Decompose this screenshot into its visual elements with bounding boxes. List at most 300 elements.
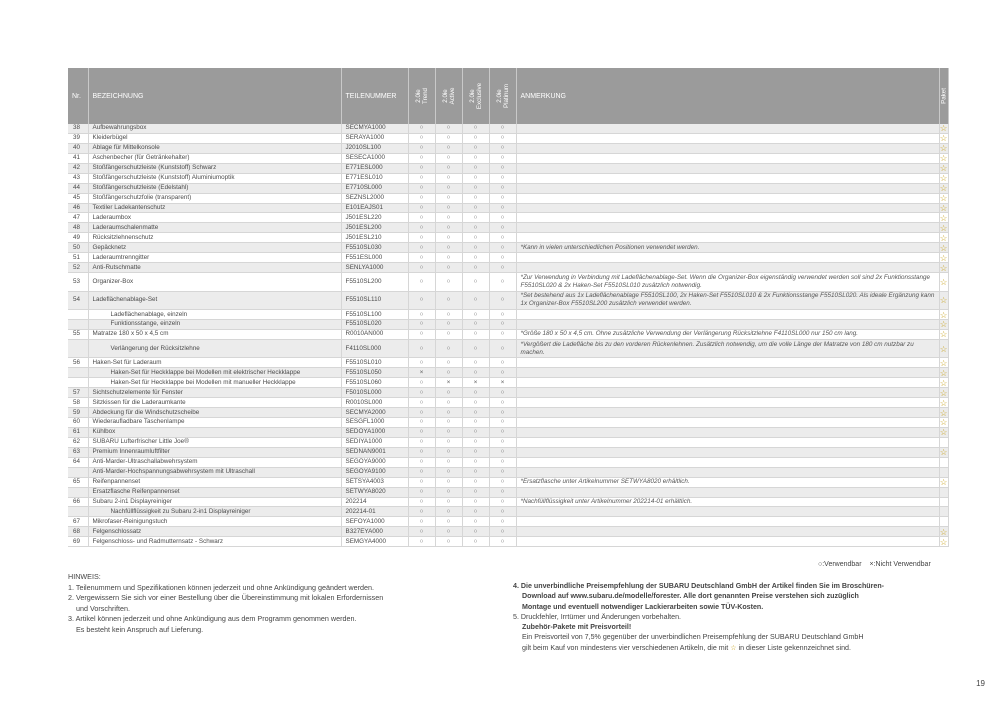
row-anmerkung [516,418,939,428]
row-anmerkung: *Vergößert die Ladefläche bis zu den vorderen Rückenlehnen. Zusätzlich notwendig, um die volle Länge der Matratze von 180 cm nutzbar zu machen. [516,339,939,358]
row-bezeichnung: Stoßfängerschutzfolie (transparent) [88,193,341,203]
row-number: 47 [68,213,88,223]
row-number [68,378,88,388]
paket-star-icon: ☆ [939,526,948,537]
row-platinum-mark: ○ [489,291,516,310]
row-exclusive-mark: ○ [462,339,489,358]
row-number: 52 [68,263,88,273]
row-anmerkung: *Ersatzflasche unter Artikelnummer SETWYA8020 erhältlich. [516,477,939,487]
row-platinum-mark: × [489,378,516,388]
row-exclusive-mark: ○ [462,329,489,339]
row-number: 45 [68,193,88,203]
row-bezeichnung: Ladeflächenablage, einzeln [88,310,341,320]
paket-star-icon: ☆ [939,262,948,273]
legend [818,561,937,568]
row-exclusive-mark: ○ [462,320,489,330]
row-trend-mark: ○ [408,537,435,547]
row-anmerkung [516,507,939,517]
paket-star-icon: ☆ [939,153,948,164]
note-5: 5. Druckfehler, Irrtümer und Änderungen vorbehalten. [513,612,681,621]
row-anmerkung [516,263,939,273]
hinweis-notes [68,572,488,636]
row-trend-mark: ○ [408,477,435,487]
row-platinum-mark: ○ [489,487,516,497]
row-anmerkung [516,253,939,263]
row-trend-mark: ○ [408,418,435,428]
row-anmerkung [516,487,939,497]
row-exclusive-mark: ○ [462,507,489,517]
table-row [68,487,948,497]
paket-star-icon: ☆ [939,329,948,340]
row-trend-mark: ○ [408,263,435,273]
row-number [68,487,88,497]
row-anmerkung [516,163,939,173]
row-number: 58 [68,398,88,408]
row-anmerkung [516,447,939,457]
row-teilenummer: SERAYA1000 [341,133,408,143]
row-active-mark: ○ [435,388,462,398]
row-teilenummer: J501ESL220 [341,213,408,223]
row-bezeichnung: Sichtschutzelemente für Fenster [88,388,341,398]
row-number: 39 [68,133,88,143]
row-platinum-mark: ○ [489,320,516,330]
table-row [68,143,948,153]
row-teilenummer: R0010AN000 [341,329,408,339]
row-platinum-mark: ○ [489,183,516,193]
row-trend-mark: ○ [408,213,435,223]
row-number [68,310,88,320]
row-trend-mark: ○ [408,273,435,292]
row-number: 65 [68,477,88,487]
row-platinum-mark: ○ [489,133,516,143]
header-anmerkung: ANMERKUNG [516,68,939,124]
row-number: 46 [68,203,88,213]
legend-unavailable: ×:Nicht Verwendbar [869,561,931,568]
row-number: 48 [68,223,88,233]
paket-star-icon [939,497,948,507]
row-bezeichnung: Matratze 180 x 50 x 4,5 cm [88,329,341,339]
row-bezeichnung: Stoßfängerschutzleiste (Kunststoff) Aluminiumoptik [88,173,341,183]
row-anmerkung [516,193,939,203]
row-anmerkung [516,320,939,330]
row-active-mark: ○ [435,457,462,467]
paket-star-icon: ☆ [939,319,948,330]
row-anmerkung [516,124,939,133]
row-anmerkung [516,427,939,437]
row-anmerkung [516,398,939,408]
star-icon: ☆ [730,643,737,652]
row-teilenummer: SEDNAN9001 [341,447,408,457]
row-bezeichnung: Nachfüllflüssigkeit zu Subaru 2-in1 Displayreiniger [88,507,341,517]
table-row [68,497,948,507]
row-teilenummer: E101EAJS01 [341,203,408,213]
note-4: 4. Die unverbindliche Preisempfehlung der SUBARU Deutschland GmbH der Artikel finden Sie im Broschüren- [513,582,885,590]
row-platinum-mark: ○ [489,163,516,173]
row-trend-mark: ○ [408,358,435,368]
row-anmerkung [516,223,939,233]
row-exclusive-mark: ○ [462,368,489,378]
paket-star-icon [939,457,948,467]
notes-heading: HINWEIS: [68,572,101,581]
row-number: 62 [68,437,88,447]
row-anmerkung [516,517,939,527]
row-exclusive-mark: ○ [462,183,489,193]
table-row [68,368,948,378]
table-row [68,537,948,547]
paket-star-icon [939,507,948,517]
row-teilenummer: F5510SL110 [341,291,408,310]
table-row [68,437,948,447]
row-exclusive-mark: ○ [462,447,489,457]
row-platinum-mark: ○ [489,388,516,398]
row-platinum-mark: ○ [489,124,516,133]
row-number: 56 [68,358,88,368]
row-bezeichnung: Haken-Set für Heckklappe bei Modellen mit elektrischer Heckklappe [88,368,341,378]
row-bezeichnung: Sitzkissen für die Laderaumkante [88,398,341,408]
paket-star-icon: ☆ [939,203,948,213]
paket-star-icon: ☆ [939,309,948,320]
row-trend-mark: ○ [408,153,435,163]
row-active-mark: ○ [435,507,462,517]
table-header [68,68,948,124]
row-number [68,507,88,517]
row-active-mark: ○ [435,398,462,408]
row-active-mark: ○ [435,339,462,358]
row-platinum-mark: ○ [489,203,516,213]
row-platinum-mark: ○ [489,153,516,163]
row-teilenummer: 202214-01 [341,507,408,517]
row-active-mark: ○ [435,418,462,428]
row-bezeichnung: Rücksitzlehnenschutz [88,233,341,243]
row-number: 68 [68,527,88,537]
row-bezeichnung: Abdeckung für die Windschutzscheibe [88,408,341,418]
row-platinum-mark: ○ [489,223,516,233]
row-bezeichnung: Subaru 2-in1 Displayreiniger [88,497,341,507]
package-line-1: Ein Preisvorteil von 7,5% gegenüber der unverbindlichen Preisempfehlung der SUBARU Deutschland GmbH [522,633,864,642]
table-row [68,124,948,133]
row-anmerkung [516,457,939,467]
row-number: 66 [68,497,88,507]
row-active-mark: ○ [435,527,462,537]
row-trend-mark: ○ [408,447,435,457]
row-anmerkung [516,203,939,213]
row-exclusive-mark: ○ [462,310,489,320]
row-trend-mark: ○ [408,203,435,213]
row-anmerkung [516,358,939,368]
row-teilenummer: SENLYA1000 [341,263,408,273]
paket-star-icon: ☆ [939,397,948,408]
row-platinum-mark: ○ [489,418,516,428]
row-bezeichnung: Anti-Marder-Ultraschallabwehrsystem [88,457,341,467]
table-row [68,398,948,408]
table-row [68,291,948,310]
row-active-mark: ○ [435,233,462,243]
table-row [68,153,948,163]
row-anmerkung [516,368,939,378]
row-bezeichnung: Felgenschloss- und Radmutternsatz - Schwarz [88,537,341,547]
row-trend-mark: ○ [408,527,435,537]
row-platinum-mark: ○ [489,398,516,408]
row-anmerkung: *Kann in vielen unterschiedlichen Positionen verwendet werden. [516,243,939,253]
row-bezeichnung: Mikrofaser-Reinigungstuch [88,517,341,527]
table-row [68,507,948,517]
row-exclusive-mark: ○ [462,143,489,153]
paket-star-icon: ☆ [939,273,948,292]
row-exclusive-mark: ○ [462,477,489,487]
row-active-mark: ○ [435,408,462,418]
paket-star-icon [939,467,948,477]
row-platinum-mark: ○ [489,507,516,517]
row-trend-mark: ○ [408,467,435,477]
row-number [68,339,88,358]
row-exclusive-mark: ○ [462,263,489,273]
row-active-mark: ○ [435,291,462,310]
row-active-mark: ○ [435,537,462,547]
row-trend-mark: ○ [408,193,435,203]
row-anmerkung [516,213,939,223]
paket-star-icon: ☆ [939,427,948,438]
row-trend-mark: ○ [408,487,435,497]
table-row [68,447,948,457]
row-platinum-mark: ○ [489,427,516,437]
row-trend-mark: ○ [408,291,435,310]
row-bezeichnung: SUBARU Lufterfrischer Little Joe® [88,437,341,447]
row-platinum-mark: ○ [489,339,516,358]
row-platinum-mark: ○ [489,497,516,507]
table-row [68,133,948,143]
table-row [68,310,948,320]
header-active: 2.0ie Active [435,68,462,124]
row-bezeichnung: Stoßfängerschutzleiste (Edelstahl) [88,183,341,193]
row-number: 53 [68,273,88,292]
row-active-mark: ○ [435,183,462,193]
row-anmerkung [516,183,939,193]
row-platinum-mark: ○ [489,517,516,527]
row-number: 57 [68,388,88,398]
row-exclusive-mark: ○ [462,133,489,143]
row-number: 55 [68,329,88,339]
row-trend-mark: ○ [408,457,435,467]
row-teilenummer: SESGFL1000 [341,418,408,428]
row-number [68,368,88,378]
row-trend-mark: ○ [408,329,435,339]
row-exclusive-mark: ○ [462,437,489,447]
row-anmerkung [516,153,939,163]
row-active-mark: ○ [435,497,462,507]
row-trend-mark: ○ [408,320,435,330]
row-anmerkung [516,537,939,547]
note-4-cont1: Download auf www.subaru.de/modelle/forester. Alle dort genannten Preise verstehen sich zuzüglich [522,592,859,601]
header-bezeichnung: BEZEICHNUNG [88,68,341,124]
paket-star-icon: ☆ [939,536,948,547]
row-exclusive-mark: ○ [462,223,489,233]
header-paket: Paket [939,68,948,124]
row-exclusive-mark: ○ [462,203,489,213]
header-teilenummer: TEILENUMMER [341,68,408,124]
table-row [68,163,948,173]
row-teilenummer: F551ESL000 [341,253,408,263]
row-teilenummer: 202214 [341,497,408,507]
table-row [68,477,948,487]
paket-star-icon: ☆ [939,291,948,310]
row-exclusive-mark: ○ [462,467,489,477]
row-exclusive-mark: ○ [462,124,489,133]
row-bezeichnung: Haken-Set für Heckklappe bei Modellen mit manueller Heckklappe [88,378,341,388]
row-active-mark: ○ [435,253,462,263]
row-active-mark: ○ [435,447,462,457]
row-platinum-mark: ○ [489,408,516,418]
row-trend-mark: ○ [408,378,435,388]
row-active-mark: ○ [435,243,462,253]
row-number: 38 [68,124,88,133]
table-row [68,527,948,537]
paket-star-icon: ☆ [939,143,948,154]
row-number: 69 [68,537,88,547]
row-trend-mark: ○ [408,223,435,233]
row-bezeichnung: Felgenschlossatz [88,527,341,537]
row-bezeichnung: Reifenpannenset [88,477,341,487]
row-anmerkung [516,408,939,418]
row-number: 42 [68,163,88,173]
row-trend-mark: ○ [408,173,435,183]
row-trend-mark: × [408,368,435,378]
row-anmerkung [516,173,939,183]
row-teilenummer: SEMGYA4000 [341,537,408,547]
row-platinum-mark: ○ [489,273,516,292]
row-platinum-mark: ○ [489,213,516,223]
row-teilenummer: F5510SL010 [341,358,408,368]
table-row [68,273,948,292]
row-active-mark: ○ [435,263,462,273]
header-nr: Nr. [68,68,88,124]
row-platinum-mark: ○ [489,358,516,368]
table-row [68,193,948,203]
row-trend-mark: ○ [408,339,435,358]
table-row [68,517,948,527]
paket-star-icon: ☆ [939,163,948,174]
row-anmerkung: *Zur Verwendung in Verbindung mit Ladeflächenablage-Set. Wenn die Organizer-Box eigenständig verwendet werden soll sind 2x Funktionsstange F5510SL020 & 2x Haken-Set F5510SL010 zusätzlich notwendig. [516,273,939,292]
table-row [68,418,948,428]
legend-available: ○:Verwendbar [818,561,862,568]
row-anmerkung: *Größe 180 x 50 x 4,5 cm. Ohne zusätzliche Verwendung der Verlängerung Rücksitzlehne F4110SL000 nur 150 cm lang. [516,329,939,339]
header-platinum: 2.0ie Platinum [489,68,516,124]
paket-star-icon: ☆ [939,222,948,233]
row-platinum-mark: ○ [489,477,516,487]
row-platinum-mark: ○ [489,467,516,477]
note-1: 1. Teilenummern und Spezifikationen können jederzeit und ohne Ankündigung geändert werden. [68,582,374,592]
row-teilenummer: SETWYA8020 [341,487,408,497]
table-row [68,329,948,339]
paket-star-icon: ☆ [939,183,948,194]
row-exclusive-mark: ○ [462,388,489,398]
row-exclusive-mark: ○ [462,233,489,243]
row-bezeichnung: Organizer-Box [88,273,341,292]
row-anmerkung [516,388,939,398]
table-row [68,263,948,273]
row-platinum-mark: ○ [489,527,516,537]
row-number: 64 [68,457,88,467]
row-platinum-mark: ○ [489,243,516,253]
row-teilenummer: E771ESL000 [341,163,408,173]
row-active-mark: ○ [435,368,462,378]
note-3: 3. Artikel können jederzeit und ohne Ankündigung aus dem Programm genommen werden. [68,614,357,624]
row-trend-mark: ○ [408,437,435,447]
row-platinum-mark: ○ [489,263,516,273]
paket-star-icon: ☆ [939,193,948,203]
row-exclusive-mark: ○ [462,243,489,253]
row-teilenummer: F5510SL020 [341,320,408,330]
row-anmerkung [516,467,939,477]
row-anmerkung: *Nachfüllflüssigkeit unter Artikelnummer 202214-01 erhältlich. [516,497,939,507]
row-platinum-mark: ○ [489,368,516,378]
table-row [68,339,948,358]
table-row [68,243,948,253]
row-platinum-mark: ○ [489,329,516,339]
package-line-2: gilt beim Kauf von mindestens vier verschiedenen Artikeln, die mit ☆ in dieser Liste gekennzeichnet sind. [522,643,851,652]
row-teilenummer: J2010SL100 [341,143,408,153]
row-exclusive-mark: ○ [462,291,489,310]
row-active-mark: ○ [435,310,462,320]
row-anmerkung [516,310,939,320]
row-bezeichnung: Anti-Marder-Hochspannungsabwehrsystem mit Ultraschall [88,467,341,477]
row-number: 61 [68,427,88,437]
row-anmerkung [516,378,939,388]
row-teilenummer: SEDIYA1000 [341,437,408,447]
paket-star-icon: ☆ [939,242,948,253]
row-exclusive-mark: ○ [462,398,489,408]
row-teilenummer: SEFOYA1000 [341,517,408,527]
paket-star-icon: ☆ [939,417,948,428]
paket-star-icon: ☆ [939,477,948,488]
row-bezeichnung: Textiler Ladekantenschutz [88,203,341,213]
row-active-mark: ○ [435,163,462,173]
row-bezeichnung: Verlängerung der Rücksitzlehne [88,339,341,358]
accessory-table [68,68,949,547]
row-teilenummer: SEGOYA9100 [341,467,408,477]
row-bezeichnung: Anti-Rutschmatte [88,263,341,273]
row-bezeichnung: Laderaumtrenngitter [88,253,341,263]
paket-star-icon [939,517,948,527]
table-row [68,320,948,330]
row-exclusive-mark: ○ [462,487,489,497]
row-active-mark: ○ [435,143,462,153]
paket-star-icon: ☆ [939,357,948,368]
row-trend-mark: ○ [408,427,435,437]
row-number: 60 [68,418,88,428]
row-trend-mark: ○ [408,183,435,193]
row-exclusive-mark: ○ [462,213,489,223]
row-bezeichnung: Wiederaufladbare Taschenlampe [88,418,341,428]
row-teilenummer: B327EYA000 [341,527,408,537]
row-number: 54 [68,291,88,310]
table-row [68,213,948,223]
row-number: 43 [68,173,88,183]
row-bezeichnung: Ersatzflasche Reifenpannenset [88,487,341,497]
row-exclusive-mark: ○ [462,517,489,527]
row-active-mark: ○ [435,223,462,233]
table-row [68,173,948,183]
paket-star-icon [939,437,948,447]
row-teilenummer: J501ESL200 [341,223,408,233]
page-number: 19 [976,679,985,688]
row-active-mark: ○ [435,329,462,339]
row-active-mark: ○ [435,124,462,133]
row-platinum-mark: ○ [489,193,516,203]
row-teilenummer: SETSYA4003 [341,477,408,487]
row-exclusive-mark: ○ [462,527,489,537]
header-exclusive: 2.0ie Exclusive [462,68,489,124]
row-teilenummer: R0010SL000 [341,398,408,408]
